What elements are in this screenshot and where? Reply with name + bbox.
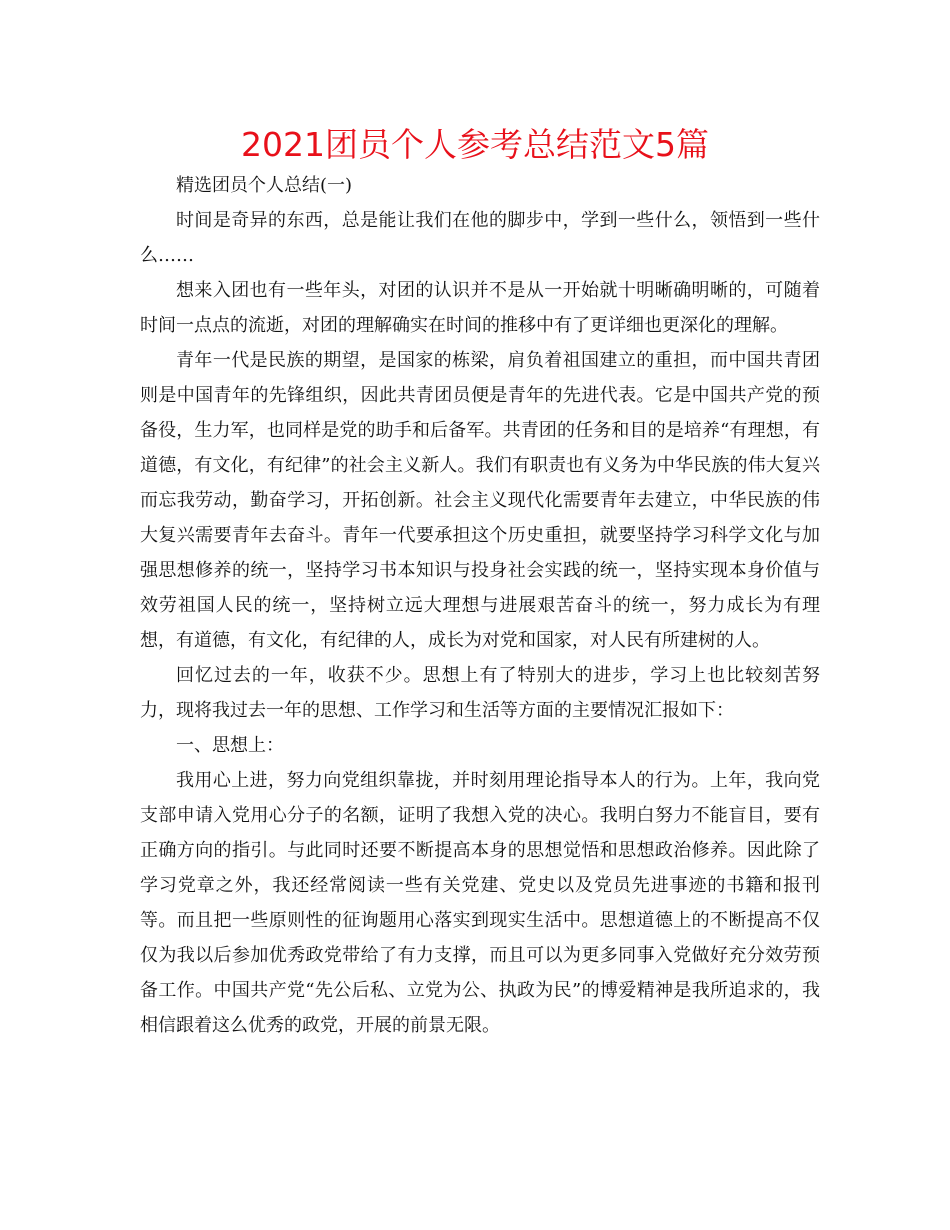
paragraph: 时间是奇异的东西，总是能让我们在他的脚步中，学到一些什么，领悟到一些什么…… xyxy=(140,210,820,266)
paragraph-section-heading: 精选团员个人总结(一) xyxy=(176,175,353,196)
paragraph: 青年一代是民族的期望，是国家的栋梁，肩负着祖国建立的重担，而中国共青团则是中国青年的先锋组织，因此共青团员便是青年的先进代表。它是中国共产党的预备役，生力军，也同样是党的助手和后备军。共青团的任务和目的是培养“有理想，有道德，有文化，有纪律”的社会主义新人。我们有职责也有义务为中华民族的伟大复兴而忘我劳动，勤奋学习，开拓创新。社会主义现代化需要青年去建立，中华民族的伟大复兴需要青年去奋斗。青年一代要承担这个历史重担，就要坚持学习科学文化与加强思想修养的统一，坚持学习书本知识与投身社会实践的统一，坚持实现本身价值与效劳祖国人民的统一，坚持树立远大理想与进展艰苦奋斗的统一，努力成长为有理想，有道德，有文化，有纪律的人，成长为对党和国家，对人民有所建树的人。 xyxy=(140,350,820,651)
document-title: 2021团员个人参考总结范文5篇 xyxy=(241,125,709,164)
paragraph: 想来入团也有一些年头，对团的认识并不是从一开始就十明晰确明晰的，可随着时间一点点的流逝，对团的理解确实在时间的推移中有了更详细也更深化的理解。 xyxy=(140,280,820,336)
paragraph-subheading: 一、思想上： xyxy=(176,735,284,756)
paragraph: 回忆过去的一年，收获不少。思想上有了特别大的进步，学习上也比较刻苦努力，现将我过去一年的思想、工作学习和生活等方面的主要情况汇报如下： xyxy=(140,665,820,721)
document-body xyxy=(140,168,820,1043)
paragraph: 我用心上进，努力向党组织靠拢，并时刻用理论指导本人的行为。上年，我向党支部申请入党用心分子的名额，证明了我想入党的决心。我明白努力不能盲目，要有正确方向的指引。与此同时还要不断提高本身的思想觉悟和思想政治修养。因此除了学习党章之外，我还经常阅读一些有关党建、党史以及党员先进事迹的书籍和报刊等。而且把一些原则性的征询题用心落实到现实生活中。思想道德上的不断提高不仅仅为我以后参加优秀政党带给了有力支撑，而且可以为更多同事入党做好充分效劳预备工作。中国共产党“先公后私、立党为公、执政为民”的博爱精神是我所追求的，我相信跟着这么优秀的政党，开展的前景无限。 xyxy=(140,770,820,1036)
